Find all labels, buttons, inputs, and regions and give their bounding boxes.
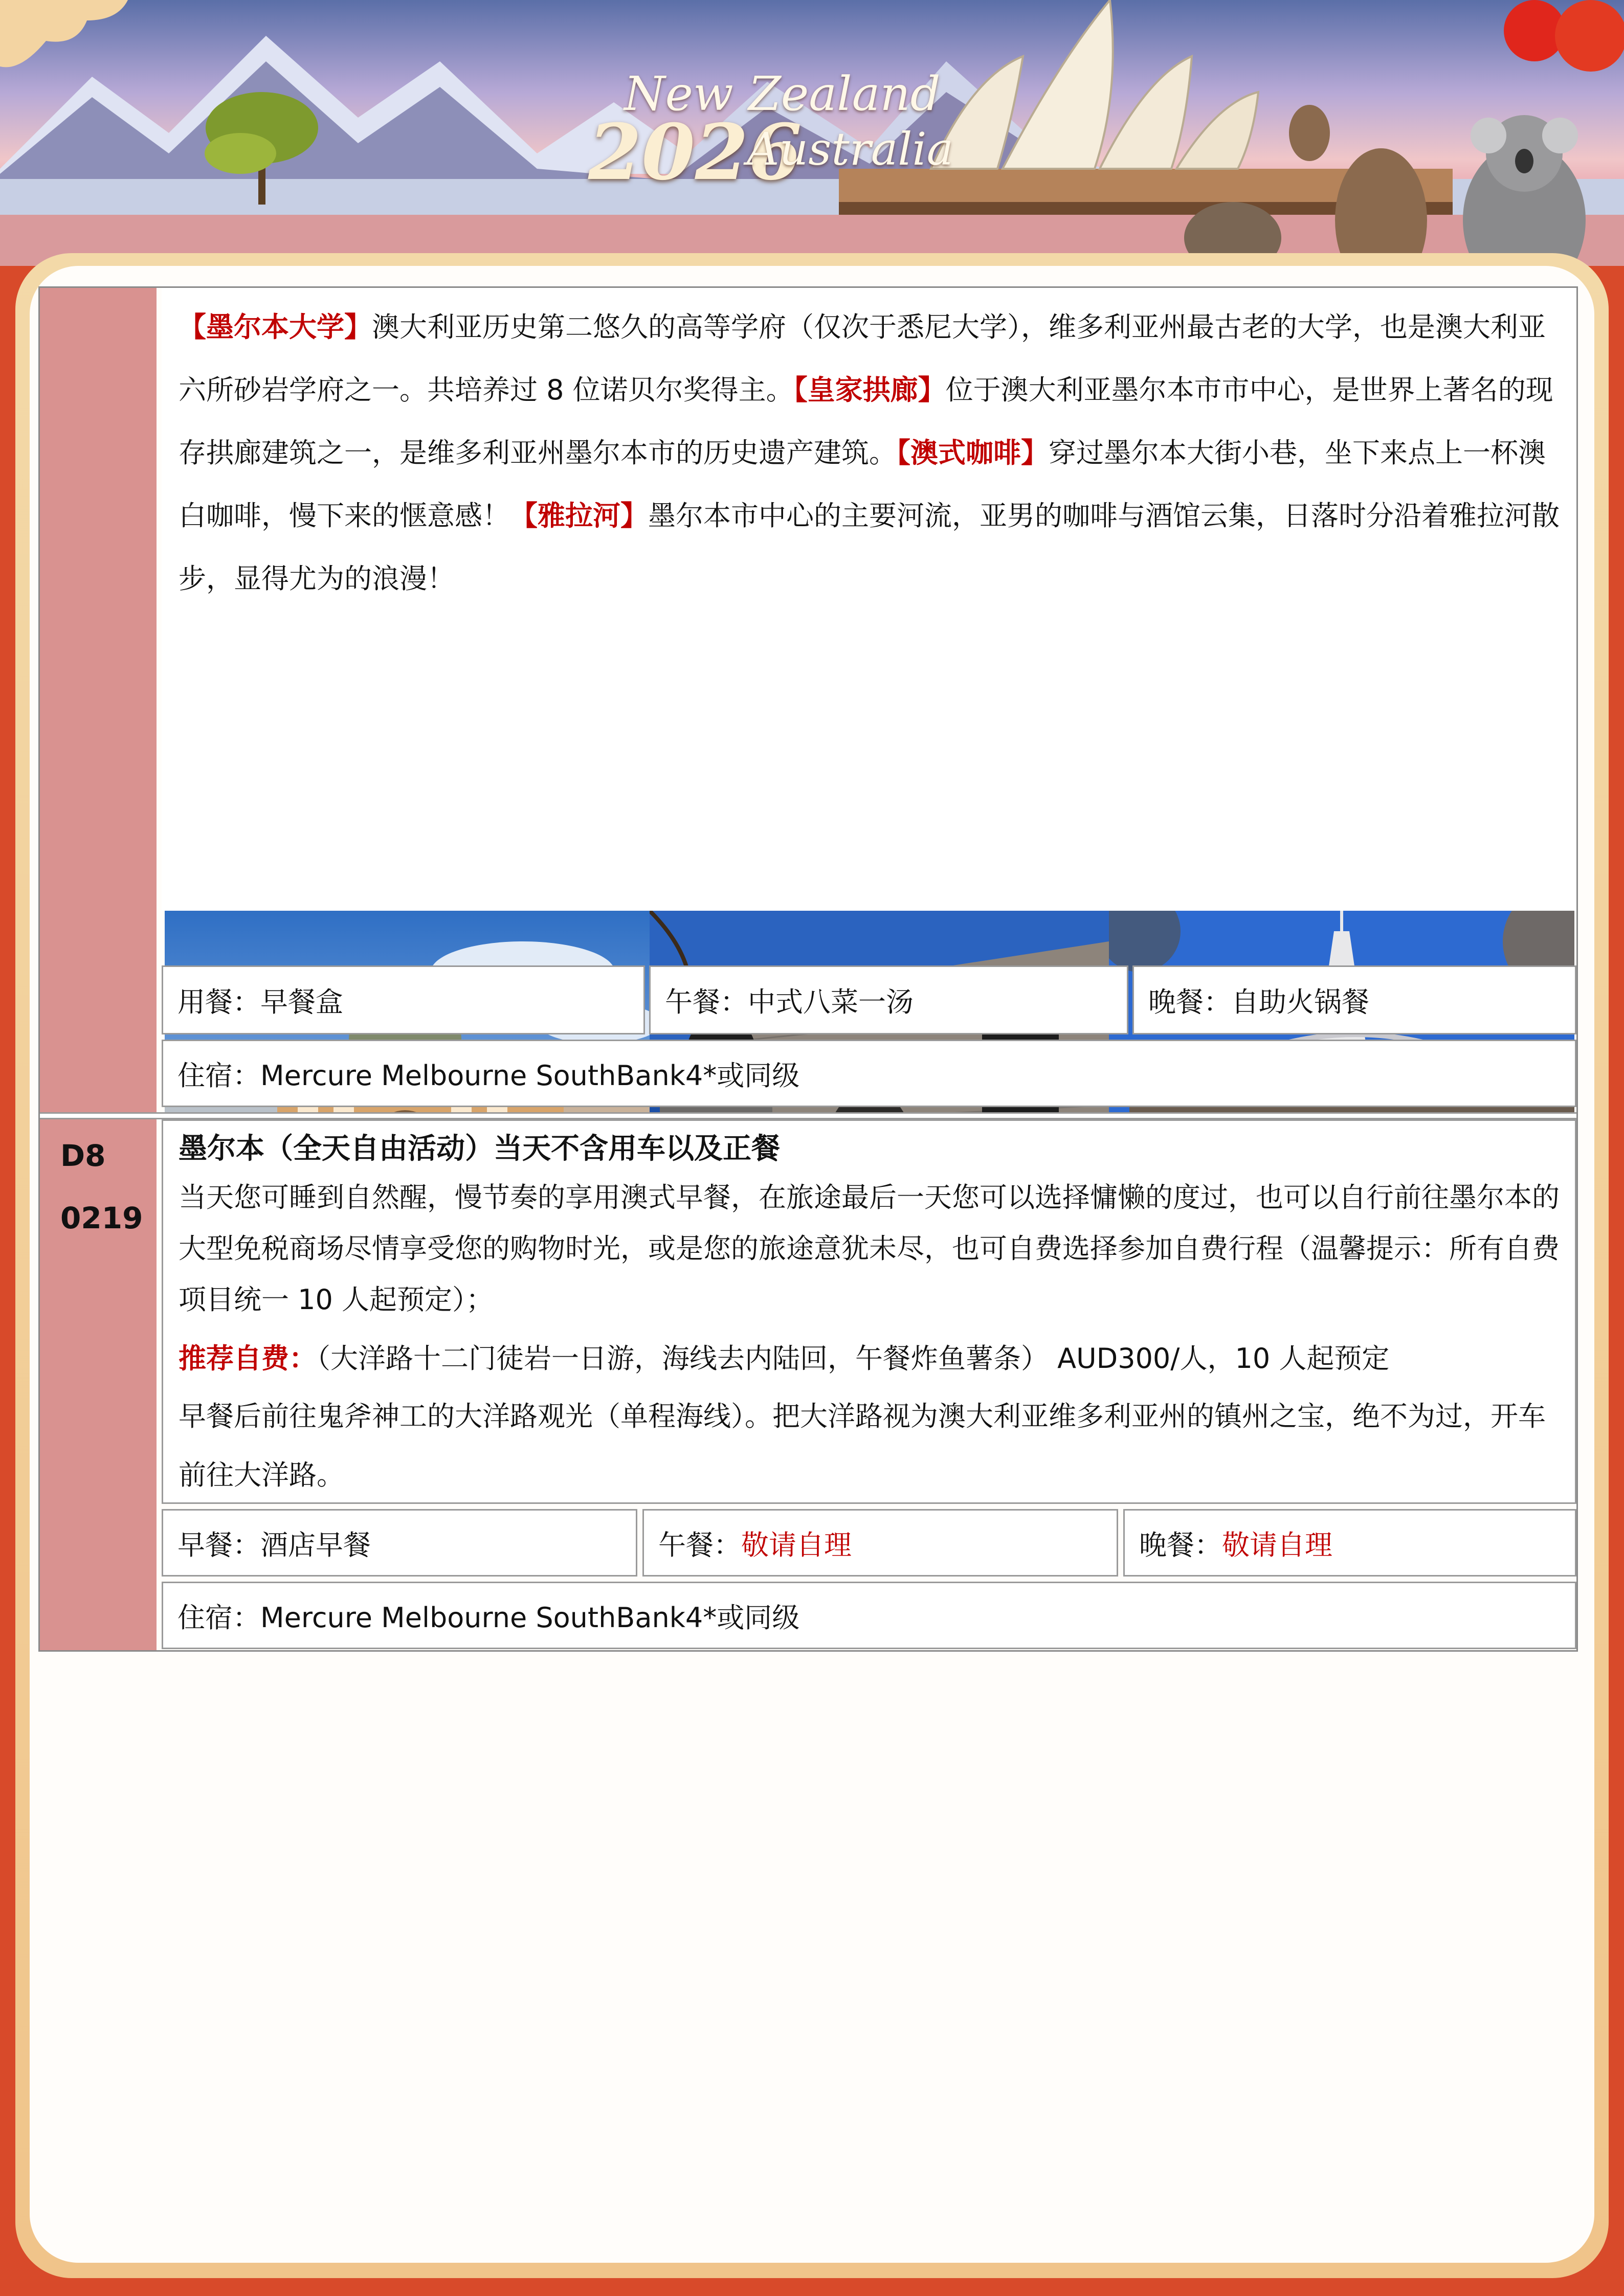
- day7-meal-dinner: 晚餐：自助火锅餐: [1132, 965, 1576, 1034]
- day8-meals-row: [162, 1509, 1576, 1577]
- highlight-attraction-name: 【雅拉河】: [510, 500, 648, 532]
- day8-recommend: [179, 1331, 1560, 1387]
- highlight-attraction-name: 【墨尔本大学】: [179, 311, 372, 343]
- day8-intro: 当天您可睡到自然醒，慢节奏的享用澳式早餐，在旅途最后一天您可以选择慵懒的度过，也可以自行前往墨尔本的大型免税商场尽情享受您的购物时光，或是您的旅途意犹未尽，也可自费选择参加自费行程（温馨提示：所有自费项目统一 10 人起预定）；: [179, 1181, 1560, 1316]
- day7-meals-row: [162, 965, 1576, 1034]
- banner-title: [588, 66, 954, 199]
- day7-accommodation: 住宿：Mercure Melbourne SouthBank4*或同级: [162, 1040, 1576, 1107]
- breakfast-label: 早餐：: [177, 1528, 260, 1561]
- day8-meal-breakfast: [162, 1509, 637, 1577]
- day8-meal-lunch: [642, 1509, 1118, 1577]
- day-divider: [40, 1112, 1576, 1119]
- day7-description-cell: [162, 288, 1576, 911]
- day8-description-cell: [162, 1119, 1576, 1504]
- attraction-description: 穿过墨尔本大街小巷，坐下来点上一杯澳白咖啡，慢下来的惬意感！: [179, 437, 1546, 532]
- dinner-label: 晚餐：: [1139, 1528, 1222, 1561]
- day8-meal-dinner: [1123, 1509, 1576, 1577]
- day7-meal-breakfast: 用餐：早餐盒: [162, 965, 645, 1034]
- attraction-description: 墨尔本市中心的主要河流，亚男的咖啡与酒馆云集，日落时分沿着雅拉河散步，显得尤为的浪漫！: [179, 500, 1560, 595]
- day8-day-number: D8: [60, 1138, 106, 1173]
- attraction-description: 位于澳大利亚墨尔本市市中心，是世界上著名的现存拱廊建筑之一，是维多利亚州墨尔本市的历史遗产建筑。: [179, 374, 1553, 469]
- recommend-text: （大洋路十二门徒岩一日游，海线去内陆回，午餐炸鱼薯条） AUD300/人，10 人起预定: [317, 1342, 1390, 1375]
- title-australia: Australia: [747, 123, 954, 175]
- highlight-attraction-name: 【皇家拱廊】: [793, 374, 946, 406]
- dinner-value: 敬请自理: [1222, 1528, 1332, 1561]
- attraction-description: 澳大利亚历史第二悠久的高等学府（仅次于悉尼大学），维多利亚州最古老的大学，也是澳大利亚六所砂岩学府之一。共培养过 8 位诺贝尔奖得主。: [179, 311, 1546, 406]
- day8-day-column: [40, 1119, 157, 1650]
- header-banner: [0, 0, 1624, 266]
- day7-meal-lunch: 午餐：中式八菜一汤: [649, 965, 1128, 1034]
- day8-accommodation: 住宿：Mercure Melbourne SouthBank4*或同级: [162, 1582, 1576, 1649]
- highlight-attraction-name: 【澳式咖啡】: [897, 437, 1049, 469]
- title-year: 2026: [588, 107, 802, 197]
- recommend-label: 推荐自费：: [179, 1342, 317, 1375]
- lunch-label: 午餐：: [658, 1528, 741, 1561]
- lunch-value: 敬请自理: [741, 1528, 852, 1561]
- breakfast-value: 酒店早餐: [260, 1528, 371, 1561]
- title-new-zealand: New Zealand: [624, 66, 941, 121]
- day7-description-text: [179, 296, 1560, 610]
- day8-heading: 墨尔本（全天自由活动）当天不含用车以及正餐: [179, 1132, 780, 1165]
- day8-great-ocean-road-desc: 早餐后前往鬼斧神工的大洋路观光（单程海线）。把大洋路视为澳大利亚维多利亚州的镇州之宝，绝不为过，开车前往大洋路。: [179, 1400, 1546, 1491]
- day7-day-column: [40, 288, 157, 1112]
- itinerary-table: [38, 286, 1578, 1652]
- day8-date: 0219: [60, 1201, 143, 1235]
